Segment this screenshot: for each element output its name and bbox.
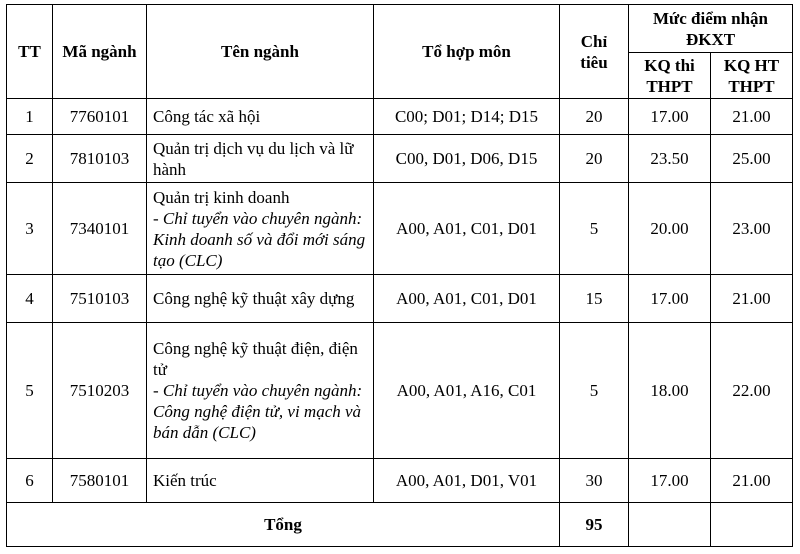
cell-score-thpt: 17.00 (629, 459, 711, 503)
cell-quota: 5 (560, 323, 629, 459)
cell-score-thpt: 20.00 (629, 183, 711, 275)
header-quota: Chỉ tiêu (560, 5, 629, 99)
cell-quota: 20 (560, 135, 629, 183)
cell-name (147, 323, 374, 459)
table-row (7, 275, 793, 323)
header-code: Mã ngành (53, 5, 147, 99)
major-name: Kiến trúc (153, 471, 217, 490)
cell-code: 7580101 (53, 459, 147, 503)
major-name: Công nghệ kỹ thuật xây dựng (153, 289, 355, 308)
table-row (7, 99, 793, 135)
cell-code: 7510103 (53, 275, 147, 323)
cell-score-ht: 21.00 (711, 99, 793, 135)
cell-score-thpt: 23.50 (629, 135, 711, 183)
cell-combo: A00, A01, C01, D01 (374, 183, 560, 275)
cell-tt: 6 (7, 459, 53, 503)
cell-tt: 4 (7, 275, 53, 323)
admissions-table (6, 4, 793, 547)
major-name: Công tác xã hội (153, 107, 261, 126)
cell-combo: A00, A01, D01, V01 (374, 459, 560, 503)
cell-combo: A00, A01, A16, C01 (374, 323, 560, 459)
cell-code: 7810103 (53, 135, 147, 183)
cell-combo: C00, D01, D06, D15 (374, 135, 560, 183)
cell-score-ht: 21.00 (711, 275, 793, 323)
cell-code: 7340101 (53, 183, 147, 275)
header-score-ht: KQ HT THPT (711, 53, 793, 99)
total-empty-ht (711, 503, 793, 547)
cell-combo: C00; D01; D14; D15 (374, 99, 560, 135)
cell-name (147, 99, 374, 135)
cell-score-thpt: 17.00 (629, 99, 711, 135)
cell-code: 7510203 (53, 323, 147, 459)
cell-score-ht: 25.00 (711, 135, 793, 183)
cell-code: 7760101 (53, 99, 147, 135)
cell-score-ht: 23.00 (711, 183, 793, 275)
cell-score-ht: 21.00 (711, 459, 793, 503)
cell-quota: 30 (560, 459, 629, 503)
cell-score-thpt: 17.00 (629, 275, 711, 323)
table-row (7, 135, 793, 183)
cell-score-ht: 22.00 (711, 323, 793, 459)
major-name: Công nghệ kỹ thuật điện, điện tử (153, 339, 358, 379)
cell-tt: 2 (7, 135, 53, 183)
major-name: Quản trị kinh doanh (153, 187, 290, 207)
cell-tt: 5 (7, 323, 53, 459)
cell-quota: 20 (560, 99, 629, 135)
cell-combo: A00, A01, C01, D01 (374, 275, 560, 323)
total-row (7, 503, 793, 547)
total-quota: 95 (560, 503, 629, 547)
table-row (7, 459, 793, 503)
header-score-group: Mức điểm nhận ĐKXT (629, 5, 793, 53)
header-score-thpt: KQ thi THPT (629, 53, 711, 99)
major-note: - Chỉ tuyển vào chuyên ngành: Kinh doanh số và đổi mới sáng tạo (CLC) (153, 208, 366, 270)
cell-tt: 1 (7, 99, 53, 135)
major-name: Quản trị dịch vụ du lịch và lữ hành (153, 138, 354, 179)
cell-score-thpt: 18.00 (629, 323, 711, 459)
cell-name (147, 135, 374, 183)
cell-tt: 3 (7, 183, 53, 275)
table-row (7, 183, 793, 275)
header-name: Tên ngành (147, 5, 374, 99)
major-note: - Chỉ tuyển vào chuyên ngành: Công nghệ điện tử, vi mạch và bán dẫn (CLC) (153, 381, 363, 442)
table-row (7, 323, 793, 459)
header-tt: TT (7, 5, 53, 99)
cell-name (147, 183, 374, 275)
total-label: Tổng (7, 503, 560, 547)
header-combo: Tổ hợp môn (374, 5, 560, 99)
cell-quota: 15 (560, 275, 629, 323)
cell-name (147, 459, 374, 503)
total-empty-thpt (629, 503, 711, 547)
cell-name (147, 275, 374, 323)
cell-quota: 5 (560, 183, 629, 275)
